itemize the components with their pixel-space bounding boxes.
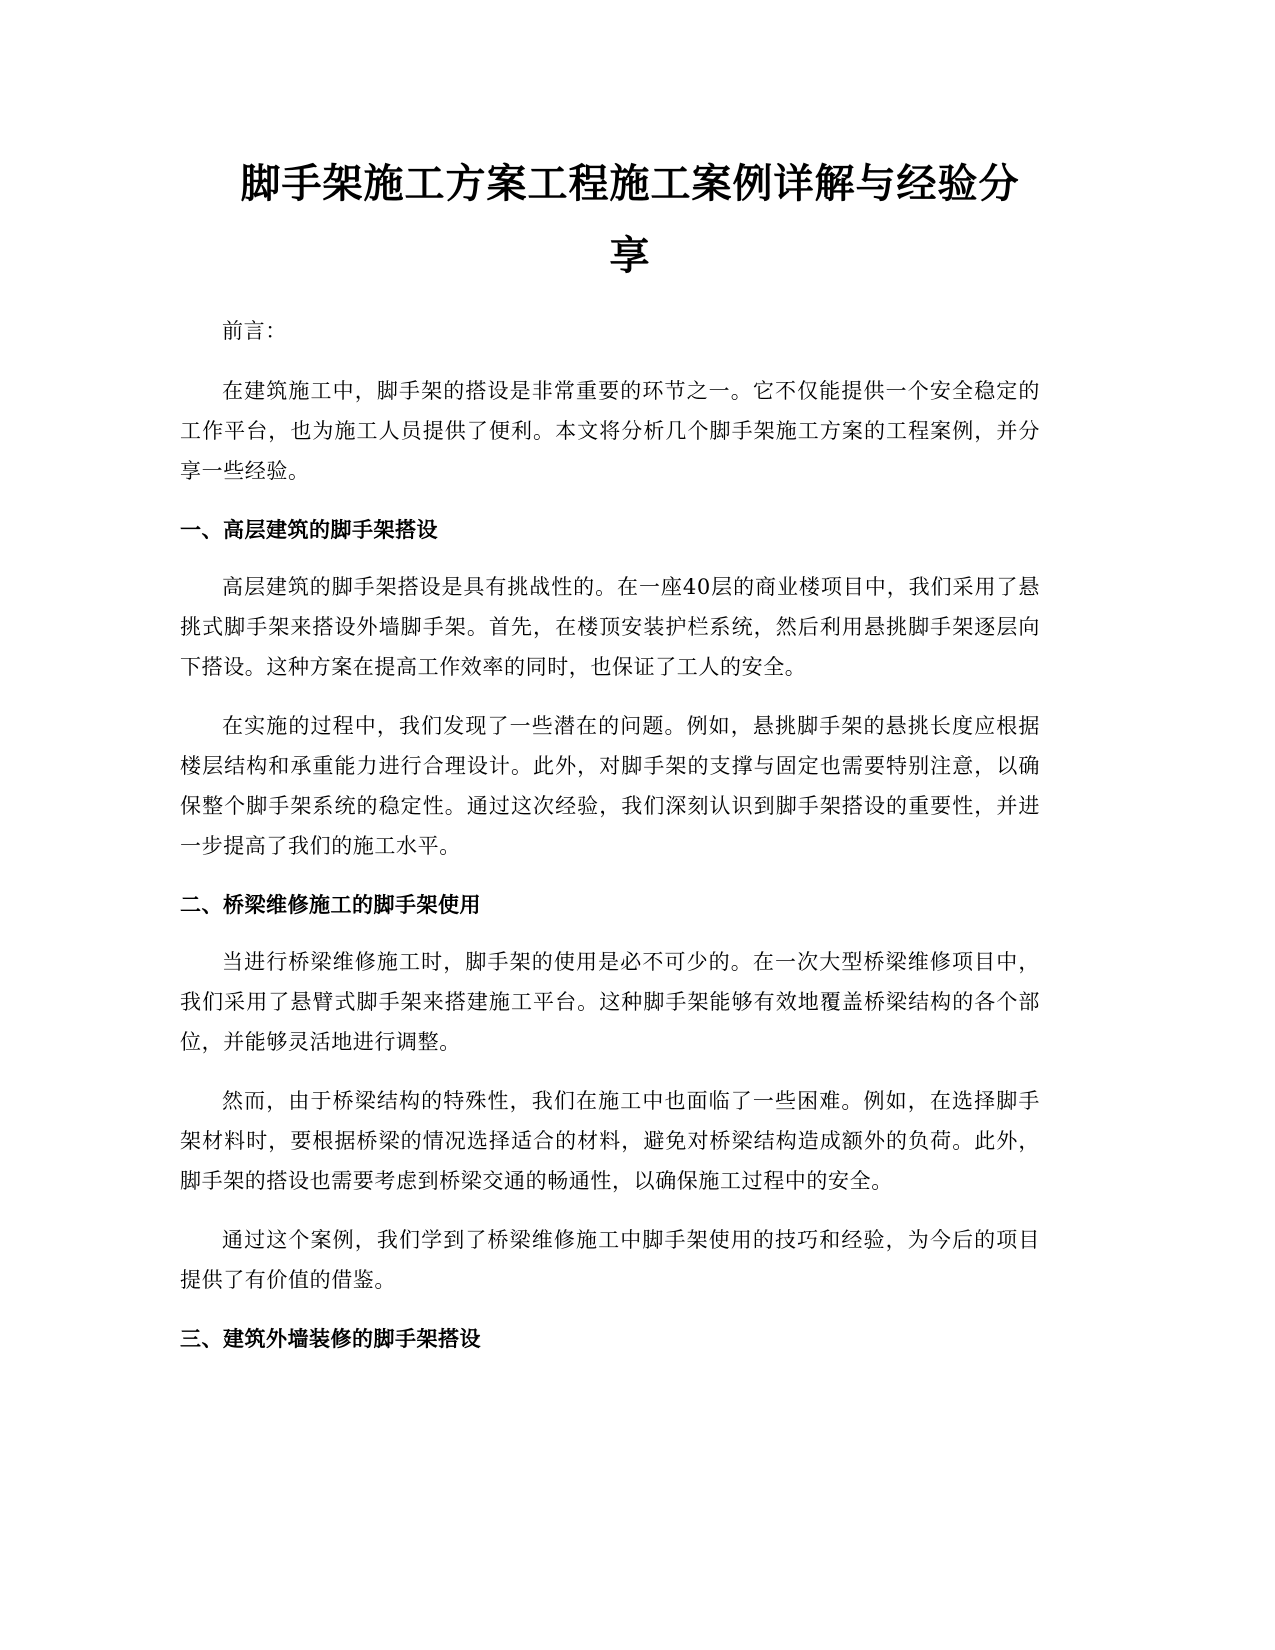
section-1-paragraph-2: 在实施的过程中，我们发现了一些潜在的问题。例如，悬挑脚手架的悬挑长度应根据楼层结构和承重能力进行合理设计。此外，对脚手架的支撑与固定也需要特别注意，以确保整个脚手架系统的稳定性。通过这次经验，我们深刻认识到脚手架搭设的重要性，并进一步提高了我们的施工水平。 (180, 714, 1040, 858)
section-heading-3: 三、建筑外墙装修的脚手架搭设 (180, 1327, 481, 1351)
section-2-paragraph-2: 然而，由于桥梁结构的特殊性，我们在施工中也面临了一些困难。例如，在选择脚手架材料时，要根据桥梁的情况选择适合的材料，避免对桥梁结构造成额外的负荷。此外，脚手架的搭设也需要考虑到桥梁交通的畅通性，以确保施工过程中的安全。 (180, 1089, 1040, 1193)
section-heading-2: 二、桥梁维修施工的脚手架使用 (180, 893, 481, 917)
section-2-paragraph-1: 当进行桥梁维修施工时，脚手架的使用是必不可少的。在一次大型桥梁维修项目中，我们采用了悬臂式脚手架来搭建施工平台。这种脚手架能够有效地覆盖桥梁结构的各个部位，并能够灵活地进行调整。 (180, 950, 1040, 1054)
section-heading-1: 一、高层建筑的脚手架搭设 (180, 518, 438, 542)
title-line-2: 享 (609, 233, 651, 279)
document-body (180, 311, 1040, 1376)
intro-label: 前言： (222, 319, 287, 343)
document-title (180, 148, 1080, 292)
section-2-paragraph-3: 通过这个案例，我们学到了桥梁维修施工中脚手架使用的技巧和经验，为今后的项目提供了有价值的借鉴。 (180, 1228, 1040, 1292)
intro-paragraph: 在建筑施工中，脚手架的搭设是非常重要的环节之一。它不仅能提供一个安全稳定的工作平台，也为施工人员提供了便利。本文将分析几个脚手架施工方案的工程案例，并分享一些经验。 (180, 379, 1040, 483)
title-line-1: 脚手架施工方案工程施工案例详解与经验分 (240, 161, 1020, 207)
section-1-paragraph-1: 高层建筑的脚手架搭设是具有挑战性的。在一座40层的商业楼项目中，我们采用了悬挑式脚手架来搭设外墙脚手架。首先，在楼顶安装护栏系统，然后利用悬挑脚手架逐层向下搭设。这种方案在提高工作效率的同时，也保证了工人的安全。 (180, 575, 1040, 679)
